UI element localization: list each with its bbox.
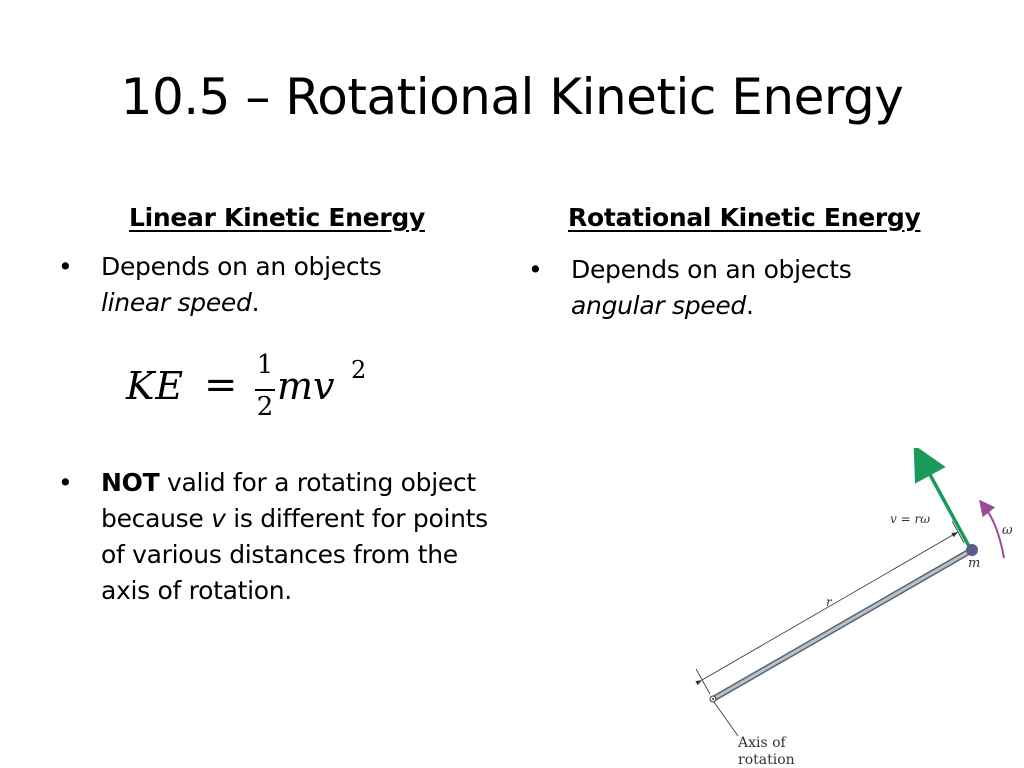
bullet-marker: •	[58, 252, 73, 281]
formula-equals: =	[204, 362, 238, 408]
axis-label-line2: rotation	[738, 752, 795, 768]
mass-label: m	[968, 556, 981, 571]
radius-label: r	[826, 595, 832, 609]
mass-point	[966, 544, 978, 556]
formula-rhs: mv	[277, 364, 335, 408]
formula-numerator: 1	[256, 350, 274, 380]
velocity-label: v = rω	[890, 512, 930, 526]
bullet-text	[101, 249, 382, 321]
angular-speed-bullet	[528, 252, 948, 332]
linear-speed-bullet	[58, 249, 478, 329]
rotational-ke-heading: Rotational Kinetic Energy	[568, 203, 921, 232]
bullet-marker: •	[528, 255, 543, 284]
bullet-period: .	[746, 291, 754, 320]
velocity-variable: v	[211, 504, 226, 533]
axis-label-leader	[714, 702, 738, 736]
not-valid-bullet	[58, 465, 498, 650]
radius-tick-left	[696, 669, 710, 694]
slide-title: 10.5 – Rotational Kinetic Energy	[120, 68, 904, 126]
bullet-text	[571, 252, 852, 324]
fraction-bar	[255, 389, 275, 391]
linear-ke-formula	[124, 350, 384, 440]
bullet-marker: •	[58, 468, 73, 497]
linear-speed-term: linear speed	[101, 288, 252, 317]
omega-arrow	[984, 506, 1004, 558]
bullet-text-part-b: is different for points of various distances from the axis of rotation.	[101, 504, 488, 605]
bullet-text	[101, 465, 496, 609]
bullet-line: Depends on an objects	[101, 252, 382, 281]
rod-highlight	[713, 550, 972, 699]
axis-pivot-center	[712, 698, 714, 700]
omega-label: ω	[1002, 523, 1013, 538]
bullet-text-part-a: valid for a rotating object because	[101, 468, 476, 533]
formula-exponent: 2	[351, 356, 367, 384]
not-keyword: NOT	[101, 468, 160, 497]
velocity-arrow	[922, 460, 970, 548]
bullet-period: .	[251, 288, 260, 317]
formula-denominator: 2	[256, 392, 274, 422]
angular-speed-term: angular speed	[571, 291, 746, 320]
bullet-line: Depends on an objects	[571, 255, 852, 284]
linear-ke-heading: Linear Kinetic Energy	[129, 203, 425, 232]
rotating-rod-diagram	[680, 448, 1024, 768]
axis-label-line1: Axis of	[738, 735, 786, 751]
formula-lhs: KE	[126, 364, 185, 408]
